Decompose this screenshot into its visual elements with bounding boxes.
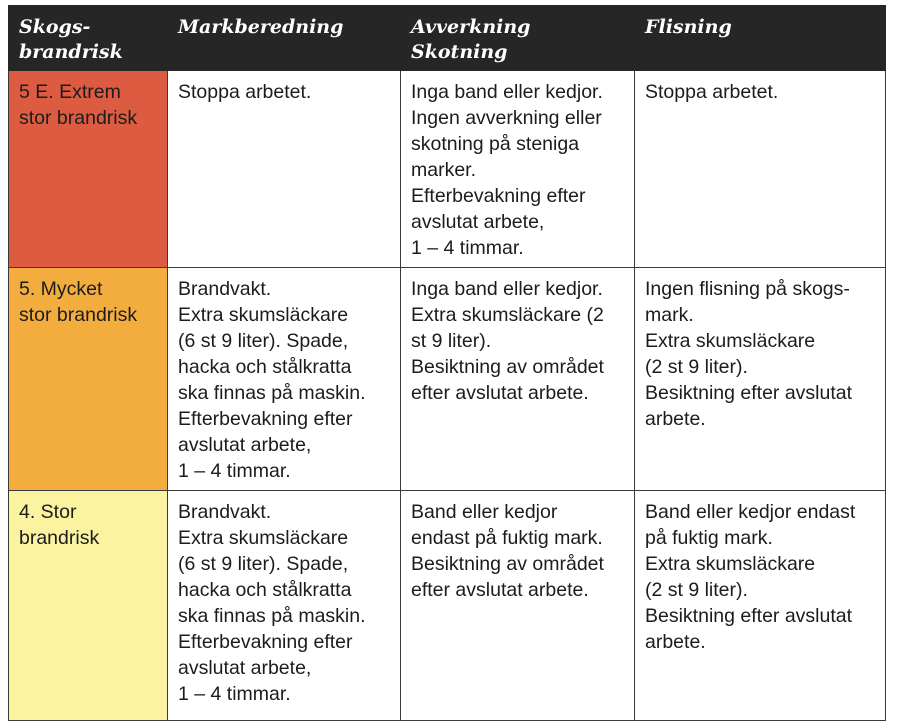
header-skogsbrandrisk: Skogs- brandrisk [9, 6, 168, 71]
cell-avverkning: Inga band eller kedjor. Extra skumsläckare (2 st 9 liter). Besiktning av området efter avslutat arbete. [401, 268, 635, 491]
header-flisning: Flisning [635, 6, 886, 71]
header-row [9, 6, 886, 71]
risk-level-high: 4. Stor brandrisk [9, 491, 168, 721]
cell-flisning: Band eller kedjor endast på fuktig mark. Extra skumsläckare (2 st 9 liter). Besiktning efter avslutat arbete. [635, 491, 886, 721]
cell-markberedning: Stoppa arbetet. [168, 71, 401, 268]
cell-avverkning: Inga band eller kedjor. Ingen avverkning eller skotning på steniga marker. Efterbevakning efter avslutat arbete, 1 – 4 timmar. [401, 71, 635, 268]
cell-flisning: Ingen flisning på skogs- mark. Extra skumsläckare (2 st 9 liter). Besiktning efter avslutat arbete. [635, 268, 886, 491]
risk-level-very-high: 5. Mycket stor brandrisk [9, 268, 168, 491]
header-avverkning-skotning: Avverkning Skotning [401, 6, 635, 71]
table-row-extreme-risk [9, 71, 886, 268]
risk-level-extreme: 5 E. Extrem stor brandrisk [9, 71, 168, 268]
table-body [9, 71, 886, 721]
cell-avverkning: Band eller kedjor endast på fuktig mark. Besiktning av området efter avslutat arbete. [401, 491, 635, 721]
header-markberedning: Markberedning [168, 6, 401, 71]
cell-flisning: Stoppa arbetet. [635, 71, 886, 268]
cell-markberedning: Brandvakt. Extra skumsläckare (6 st 9 liter). Spade, hacka och stålkratta ska finnas på maskin. Efterbevakning efter avslutat arbete, 1 – 4 timmar. [168, 491, 401, 721]
table-row-high-risk [9, 491, 886, 721]
fire-risk-table [8, 5, 886, 721]
cell-markberedning: Brandvakt. Extra skumsläckare (6 st 9 liter). Spade, hacka och stålkratta ska finnas på maskin. Efterbevakning efter avslutat arbete, 1 – 4 timmar. [168, 268, 401, 491]
table-header [9, 6, 886, 71]
table-row-very-high-risk [9, 268, 886, 491]
